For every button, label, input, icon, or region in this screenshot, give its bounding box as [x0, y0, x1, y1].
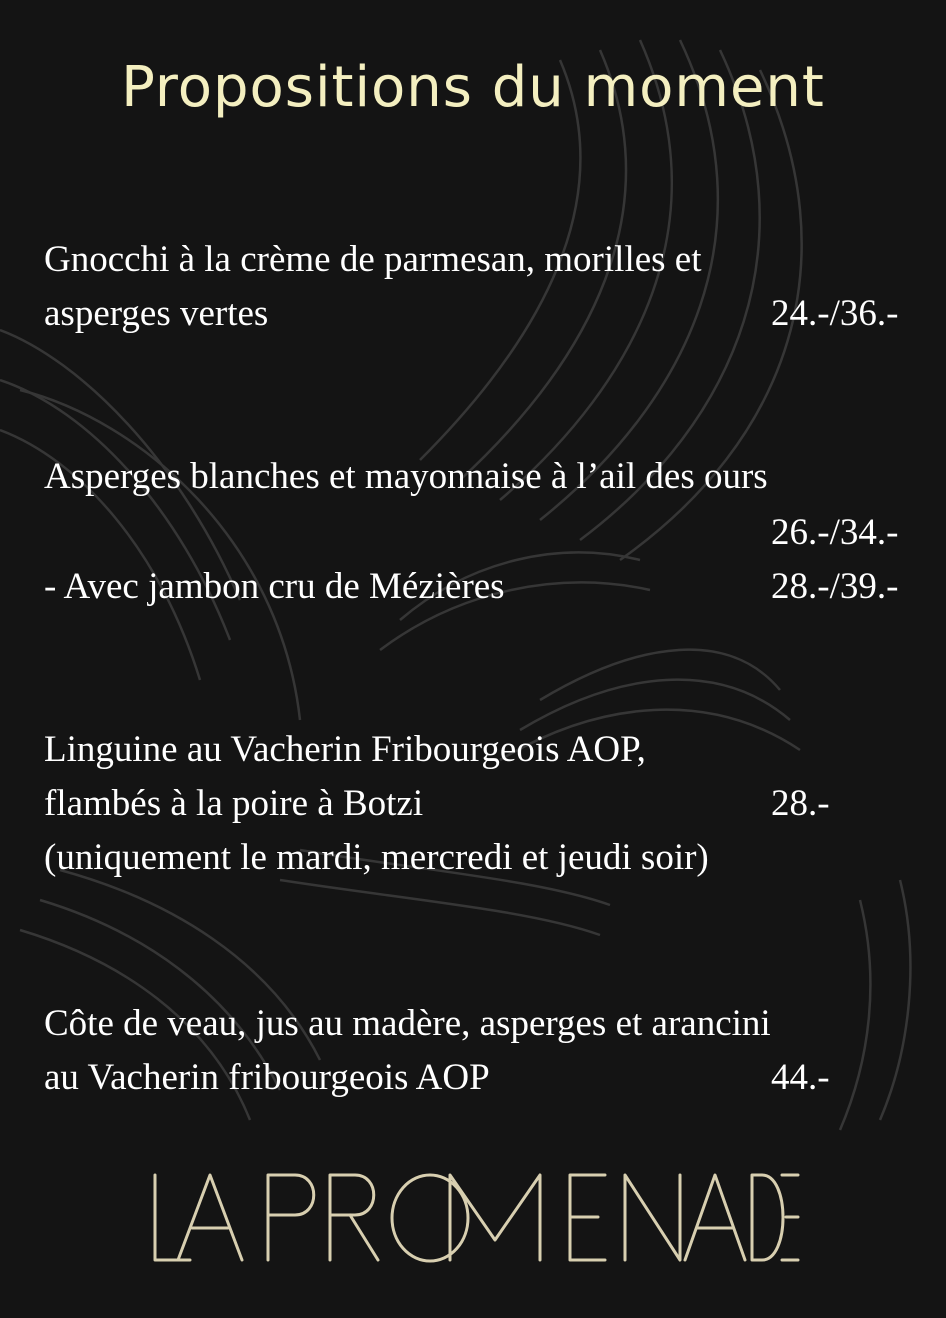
menu-item-4-line1: Côte de veau, jus au madère, asperges et arancini [44, 1003, 771, 1044]
menu-item-2-line1: Asperges blanches et mayonnaise à l’ail des ours [44, 456, 768, 497]
menu-item-1-line2: asperges vertes [44, 293, 269, 334]
menu-item-3-note: (uniquement le mardi, mercredi et jeudi soir) [44, 837, 709, 878]
menu-item-3-price: 28.- [771, 783, 830, 824]
menu-item-1-price: 24.-/36.- [771, 293, 899, 334]
menu-item-4-line2: au Vacherin fribourgeois AOP [44, 1057, 490, 1098]
page-title: Propositions du moment [121, 55, 825, 120]
menu-item-1-line1: Gnocchi à la crème de parmesan, morilles et [44, 239, 702, 280]
menu-item-2-sub-price: 28.-/39.- [771, 566, 899, 607]
menu-item-4-price: 44.- [771, 1057, 830, 1098]
menu-item-2-price: 26.-/34.- [771, 512, 899, 553]
menu-item-2-sub-label: - Avec jambon cru de Mézières [44, 566, 505, 607]
menu-item-3-line1: Linguine au Vacherin Fribourgeois AOP, [44, 729, 646, 770]
la-promenade-logo [150, 1170, 800, 1265]
menu-item-3-line2: flambés à la poire à Botzi [44, 783, 424, 824]
